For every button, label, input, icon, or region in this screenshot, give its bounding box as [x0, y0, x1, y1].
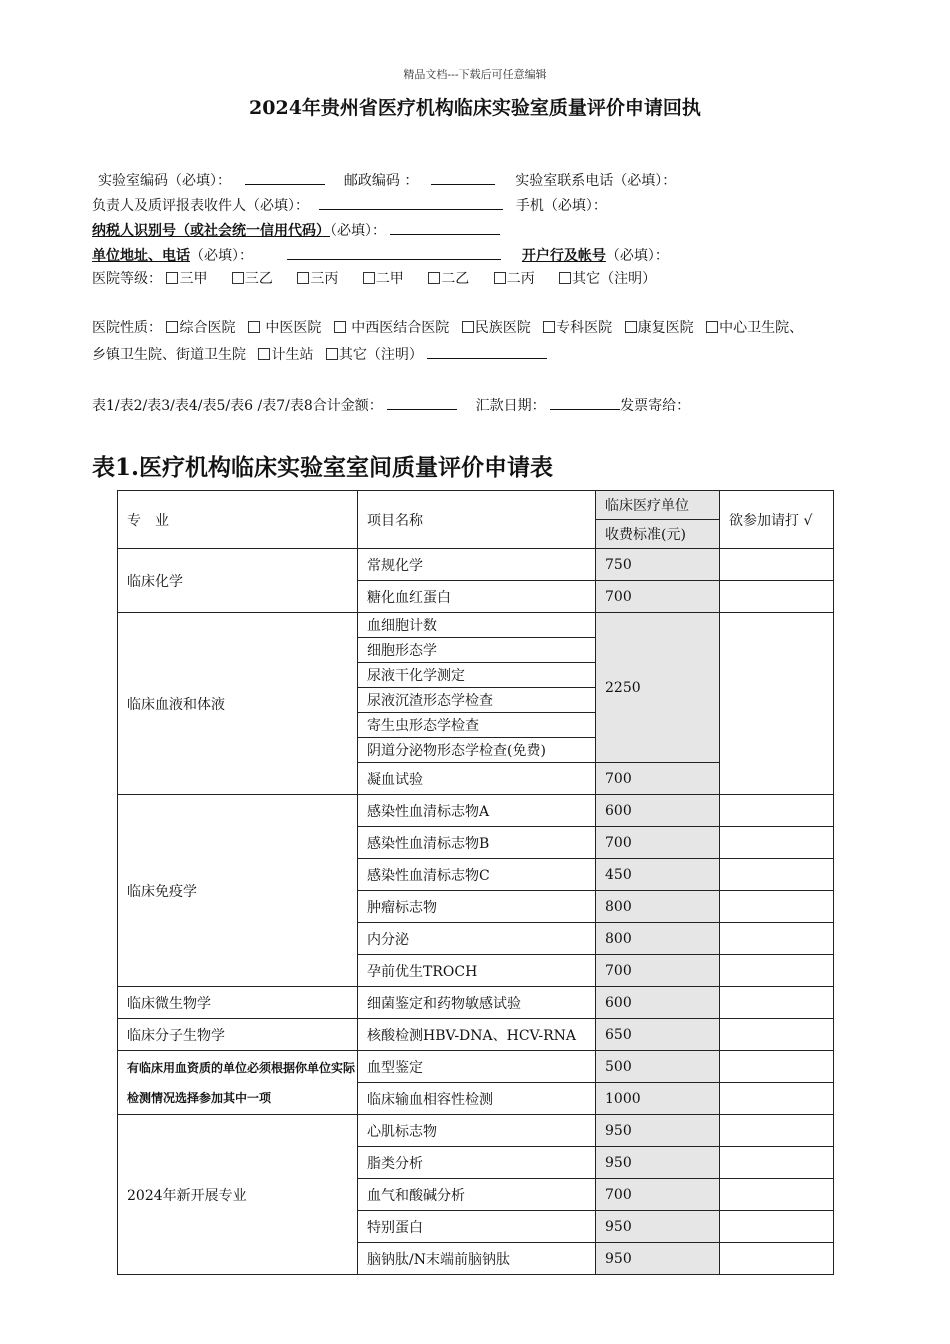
table-row [118, 549, 834, 581]
join-checkbox-cell[interactable] [720, 613, 834, 795]
item-cell: 感染性血清标志物C [358, 859, 596, 891]
hospital-grade-label: 医院等级： [92, 271, 162, 287]
join-checkbox-cell[interactable] [720, 581, 834, 613]
nature-option-3[interactable]: 中西医结合医院 [334, 320, 449, 336]
item-cell: 内分泌 [358, 923, 596, 955]
join-checkbox-cell[interactable] [720, 1243, 834, 1275]
nature-option-8[interactable]: 计生站 [258, 347, 313, 363]
grade-option-5[interactable]: 二乙 [428, 271, 469, 287]
mobile-label: 手机（必填）： [515, 198, 607, 214]
fee-cell: 950 [596, 1115, 720, 1147]
fee-cell: 700 [596, 581, 720, 613]
nature-option-7[interactable]: 中心卫生院、 [706, 320, 803, 336]
fee-cell: 650 [596, 1019, 720, 1051]
lab-code-field[interactable] [245, 170, 325, 185]
checkbox-icon[interactable] [543, 321, 555, 333]
fee-cell: 700 [596, 955, 720, 987]
remit-date-field[interactable] [550, 395, 620, 410]
document-title: 2024年贵州省医疗机构临床实验室质量评价申请回执 [249, 97, 701, 119]
nature-option-5[interactable]: 专科医院 [543, 320, 612, 336]
header-specialty: 专 业 [118, 491, 358, 549]
watermark-text: 精品文档---下载后可任意编辑 [403, 68, 547, 81]
form-line-receiver [92, 195, 607, 215]
nature-option-9[interactable]: 其它（注明） [326, 347, 423, 363]
checkbox-icon[interactable] [494, 272, 506, 284]
section-title: 表1.医疗机构临床实验室室间质量评价申请表 [92, 454, 554, 481]
header-fee-top: 临床医疗单位 [596, 491, 720, 520]
specialty-cell: 临床免疫学 [118, 795, 358, 987]
join-checkbox-cell[interactable] [720, 1019, 834, 1051]
fee-cell: 2250 [596, 613, 720, 763]
grade-option-3[interactable]: 三丙 [297, 271, 338, 287]
hospital-grade-row [92, 270, 656, 288]
grade-option-6[interactable]: 二丙 [494, 271, 535, 287]
fee-cell: 1000 [596, 1083, 720, 1115]
item-cell: 心肌标志物 [358, 1115, 596, 1147]
nature-continuation: 乡镇卫生院、街道卫生院 [92, 347, 246, 363]
item-cell: 感染性血清标志物B [358, 827, 596, 859]
checkbox-icon[interactable] [706, 321, 718, 333]
item-cell: 凝血试验 [358, 763, 596, 795]
join-checkbox-cell[interactable] [720, 1115, 834, 1147]
fee-cell: 700 [596, 827, 720, 859]
header-join: 欲参加请打 √ [720, 491, 834, 549]
join-checkbox-cell[interactable] [720, 1179, 834, 1211]
form-line-tax-id [92, 220, 500, 240]
table-row [118, 1051, 834, 1083]
address-label: 单位地址、电话 [92, 248, 190, 264]
fee-cell: 950 [596, 1147, 720, 1179]
total-amount-field[interactable] [387, 395, 457, 410]
fee-cell: 750 [596, 549, 720, 581]
form-line-address [92, 245, 669, 265]
join-checkbox-cell[interactable] [720, 1147, 834, 1179]
checkbox-icon[interactable] [232, 272, 244, 284]
item-cell: 血型鉴定 [358, 1051, 596, 1083]
hospital-nature-row [92, 319, 803, 337]
hospital-nature-label: 医院性质： [92, 320, 162, 336]
payment-row [92, 395, 690, 415]
tax-id-field[interactable] [390, 220, 500, 235]
join-checkbox-cell[interactable] [720, 1211, 834, 1243]
postal-code-label: 邮政编码 ： [343, 173, 419, 189]
item-cell: 特别蛋白 [358, 1211, 596, 1243]
table-row [118, 1115, 834, 1147]
item-cell: 尿液沉渣形态学检查 [358, 688, 596, 713]
nature-option-1[interactable]: 综合医院 [166, 320, 235, 336]
nature-option-2[interactable]: 中医医院 [248, 320, 321, 336]
item-cell: 肿瘤标志物 [358, 891, 596, 923]
item-cell: 尿液干化学测定 [358, 663, 596, 688]
specialty-cell: 临床微生物学 [118, 987, 358, 1019]
item-cell: 阴道分泌物形态学检查(免费) [358, 738, 596, 763]
join-checkbox-cell[interactable] [720, 955, 834, 987]
checkbox-icon[interactable] [559, 272, 571, 284]
grade-option-4[interactable]: 二甲 [363, 271, 404, 287]
item-cell: 脂类分析 [358, 1147, 596, 1179]
application-table [117, 490, 834, 1275]
fee-cell: 700 [596, 1179, 720, 1211]
fee-cell: 500 [596, 1051, 720, 1083]
specialty-cell: 临床化学 [118, 549, 358, 613]
item-cell: 核酸检测HBV-DNA、HCV-RNA [358, 1019, 596, 1051]
item-cell: 常规化学 [358, 549, 596, 581]
checkbox-icon[interactable] [363, 272, 375, 284]
receiver-field[interactable] [319, 195, 503, 210]
fee-cell: 950 [596, 1243, 720, 1275]
join-checkbox-cell[interactable] [720, 923, 834, 955]
join-checkbox-cell[interactable] [720, 1083, 834, 1115]
address-field[interactable] [287, 245, 501, 260]
grade-option-7[interactable]: 其它（注明） [559, 271, 656, 287]
hospital-nature-row-cont [92, 344, 547, 364]
item-cell: 糖化血红蛋白 [358, 581, 596, 613]
lab-code-label: 实验室编码（必填）： [98, 173, 231, 189]
total-amount-label: 表1/表2/表3/表4/表5/表6 /表7/表8合计金额： [92, 398, 383, 414]
checkbox-icon[interactable] [625, 321, 637, 333]
form-line-lab-code [92, 170, 676, 190]
table-row [118, 613, 834, 638]
item-cell: 脑钠肽/N末端前脑钠肽 [358, 1243, 596, 1275]
checkbox-icon[interactable] [248, 321, 260, 333]
specialty-note-cell: 有临床用血资质的单位必须根据你单位实际检测情况选择参加其中一项 [118, 1051, 358, 1115]
tax-id-label: 纳税人识别号（或社会统一信用代码） [92, 223, 330, 239]
join-checkbox-cell[interactable] [720, 795, 834, 827]
invoice-to-label: 发票寄给： [620, 398, 691, 414]
checkbox-icon[interactable] [297, 272, 309, 284]
remit-date-label: 汇款日期： [475, 398, 546, 414]
table-row [118, 795, 834, 827]
join-checkbox-cell[interactable] [720, 1051, 834, 1083]
fee-cell: 600 [596, 987, 720, 1019]
join-checkbox-cell[interactable] [720, 549, 834, 581]
checkbox-icon[interactable] [326, 348, 338, 360]
table-row [118, 1019, 834, 1051]
item-cell: 孕前优生TROCH [358, 955, 596, 987]
nature-other-field[interactable] [427, 344, 547, 359]
fee-cell: 450 [596, 859, 720, 891]
join-checkbox-cell[interactable] [720, 827, 834, 859]
join-checkbox-cell[interactable] [720, 859, 834, 891]
specialty-cell: 临床血液和体液 [118, 613, 358, 795]
specialty-cell: 临床分子生物学 [118, 1019, 358, 1051]
tax-id-required: （必填）： [330, 223, 386, 239]
item-cell: 血气和酸碱分析 [358, 1179, 596, 1211]
checkbox-icon[interactable] [166, 321, 178, 333]
bank-account-required: （必填）： [605, 248, 669, 264]
fee-cell: 950 [596, 1211, 720, 1243]
table-row [118, 987, 834, 1019]
address-required: （必填）： [190, 248, 253, 264]
nature-option-4[interactable]: 民族医院 [462, 320, 531, 336]
item-cell: 寄生虫形态学检查 [358, 713, 596, 738]
item-cell: 血细胞计数 [358, 613, 596, 638]
nature-option-6[interactable]: 康复医院 [625, 320, 694, 336]
lab-phone-label: 实验室联系电话（必填）： [515, 173, 677, 189]
checkbox-icon[interactable] [428, 272, 440, 284]
checkbox-icon[interactable] [166, 272, 178, 284]
grade-option-1[interactable]: 三甲 [166, 271, 207, 287]
checkbox-icon[interactable] [258, 348, 270, 360]
item-cell: 感染性血清标志物A [358, 795, 596, 827]
grade-option-2[interactable]: 三乙 [232, 271, 273, 287]
specialty-cell: 2024年新开展专业 [118, 1115, 358, 1275]
fee-cell: 800 [596, 923, 720, 955]
join-checkbox-cell[interactable] [720, 891, 834, 923]
item-cell: 细菌鉴定和药物敏感试验 [358, 987, 596, 1019]
fee-cell: 600 [596, 795, 720, 827]
postal-code-field[interactable] [431, 170, 495, 185]
join-checkbox-cell[interactable] [720, 987, 834, 1019]
item-cell: 细胞形态学 [358, 638, 596, 663]
fee-cell: 700 [596, 763, 720, 795]
checkbox-icon[interactable] [334, 321, 346, 333]
table-header-row [118, 491, 834, 520]
checkbox-icon[interactable] [462, 321, 474, 333]
fee-cell: 800 [596, 891, 720, 923]
header-fee-bottom: 收费标准(元) [596, 520, 720, 549]
item-cell: 临床输血相容性检测 [358, 1083, 596, 1115]
receiver-label: 负责人及质评报表收件人（必填）： [92, 198, 309, 214]
header-item: 项目名称 [358, 491, 596, 549]
bank-account-label: 开户行及帐号 [521, 248, 606, 264]
